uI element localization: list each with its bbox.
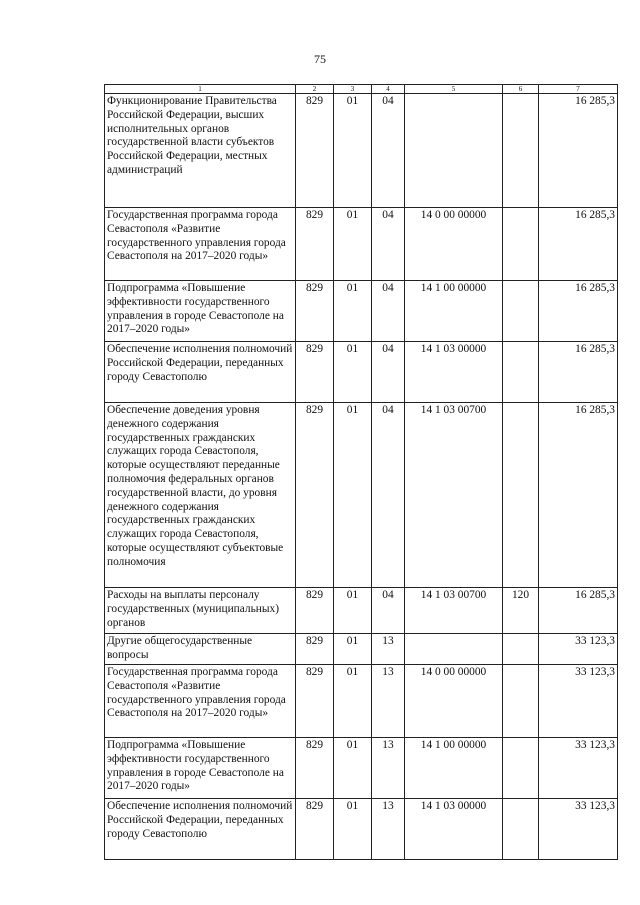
row-expense-type [503, 403, 539, 588]
row-section: 01 [334, 403, 372, 588]
row-subsection: 04 [372, 208, 405, 281]
budget-table [104, 84, 618, 860]
row-target: 14 1 00 00000 [405, 281, 503, 342]
table-row [105, 403, 618, 588]
row-subsection: 04 [372, 588, 405, 634]
row-amount: 16 285,3 [539, 403, 618, 588]
row-ministry: 829 [296, 94, 334, 208]
row-subsection: 04 [372, 281, 405, 342]
table-row [105, 208, 618, 281]
row-amount: 16 285,3 [539, 94, 618, 208]
row-section: 01 [334, 665, 372, 738]
row-amount: 33 123,3 [539, 634, 618, 665]
row-name: Другие общегосударственные вопросы [105, 634, 296, 665]
row-name: Государственная программа города Севастополя «Развитие государственного управления города Севастополя на 2017–2020 годы» [105, 665, 296, 738]
row-subsection: 13 [372, 665, 405, 738]
row-ministry: 829 [296, 588, 334, 634]
row-name: Обеспечение исполнения полномочий Российской Федерации, переданных городу Севастополю [105, 342, 296, 403]
row-ministry: 829 [296, 634, 334, 665]
row-section: 01 [334, 634, 372, 665]
column-number-row [105, 85, 618, 94]
row-amount: 16 285,3 [539, 588, 618, 634]
row-amount: 33 123,3 [539, 665, 618, 738]
row-ministry: 829 [296, 799, 334, 860]
row-ministry: 829 [296, 342, 334, 403]
row-amount: 33 123,3 [539, 738, 618, 799]
column-header: 7 [539, 85, 618, 94]
row-name: Обеспечение доведения уровня денежного содержания государственных гражданских служащих города Севастополя, которые осуществляют переданные полномочия федеральных органов государственной власти, до уровня денежного содержания государственных гражданских служащих города Севастополя, которые осуществляют субъектовые полномочия [105, 403, 296, 588]
row-name: Государственная программа города Севастополя «Развитие государственного управления города Севастополя на 2017–2020 годы» [105, 208, 296, 281]
row-target: 14 0 00 00000 [405, 208, 503, 281]
row-name: Обеспечение исполнения полномочий Российской Федерации, переданных городу Севастополю [105, 799, 296, 860]
column-header: 4 [372, 85, 405, 94]
table-row [105, 799, 618, 860]
row-target: 14 1 03 00700 [405, 588, 503, 634]
column-header: 2 [296, 85, 334, 94]
row-ministry: 829 [296, 281, 334, 342]
table-row [105, 738, 618, 799]
row-name: Подпрограмма «Повышение эффективности государственного управления в городе Севастополе на 2017–2020 годы» [105, 738, 296, 799]
row-ministry: 829 [296, 665, 334, 738]
row-expense-type [503, 208, 539, 281]
table-row [105, 634, 618, 665]
row-expense-type [503, 738, 539, 799]
row-section: 01 [334, 281, 372, 342]
row-subsection: 04 [372, 403, 405, 588]
row-expense-type [503, 281, 539, 342]
row-section: 01 [334, 799, 372, 860]
row-section: 01 [334, 738, 372, 799]
row-expense-type [503, 94, 539, 208]
column-header: 3 [334, 85, 372, 94]
row-expense-type [503, 665, 539, 738]
row-target: 14 1 03 00000 [405, 799, 503, 860]
table-row [105, 281, 618, 342]
row-ministry: 829 [296, 403, 334, 588]
row-ministry: 829 [296, 208, 334, 281]
row-subsection: 13 [372, 799, 405, 860]
row-target: 14 0 00 00000 [405, 665, 503, 738]
row-name: Подпрограмма «Повышение эффективности государственного управления в городе Севастополе на 2017–2020 годы» [105, 281, 296, 342]
row-subsection: 13 [372, 738, 405, 799]
row-expense-type [503, 342, 539, 403]
row-expense-type [503, 634, 539, 665]
row-amount: 33 123,3 [539, 799, 618, 860]
column-header: 5 [405, 85, 503, 94]
row-expense-type [503, 799, 539, 860]
row-target [405, 94, 503, 208]
row-target [405, 634, 503, 665]
row-target: 14 1 03 00000 [405, 342, 503, 403]
row-name: Расходы на выплаты персоналу государственных (муниципальных) органов [105, 588, 296, 634]
table-row [105, 588, 618, 634]
row-target: 14 1 03 00700 [405, 403, 503, 588]
row-section: 01 [334, 208, 372, 281]
table-row [105, 94, 618, 208]
page-number: 75 [314, 52, 326, 66]
row-section: 01 [334, 588, 372, 634]
row-subsection: 04 [372, 342, 405, 403]
row-target: 14 1 00 00000 [405, 738, 503, 799]
row-section: 01 [334, 94, 372, 208]
row-amount: 16 285,3 [539, 342, 618, 403]
row-amount: 16 285,3 [539, 208, 618, 281]
row-amount: 16 285,3 [539, 281, 618, 342]
row-name: Функционирование Правительства Российской Федерации, высших исполнительных органов государственной власти субъектов Российской Федерации, местных администраций [105, 94, 296, 208]
table-row [105, 665, 618, 738]
column-header: 6 [503, 85, 539, 94]
row-ministry: 829 [296, 738, 334, 799]
column-header: 1 [105, 85, 296, 94]
row-section: 01 [334, 342, 372, 403]
row-subsection: 13 [372, 634, 405, 665]
row-subsection: 04 [372, 94, 405, 208]
row-expense-type: 120 [503, 588, 539, 634]
table-row [105, 342, 618, 403]
